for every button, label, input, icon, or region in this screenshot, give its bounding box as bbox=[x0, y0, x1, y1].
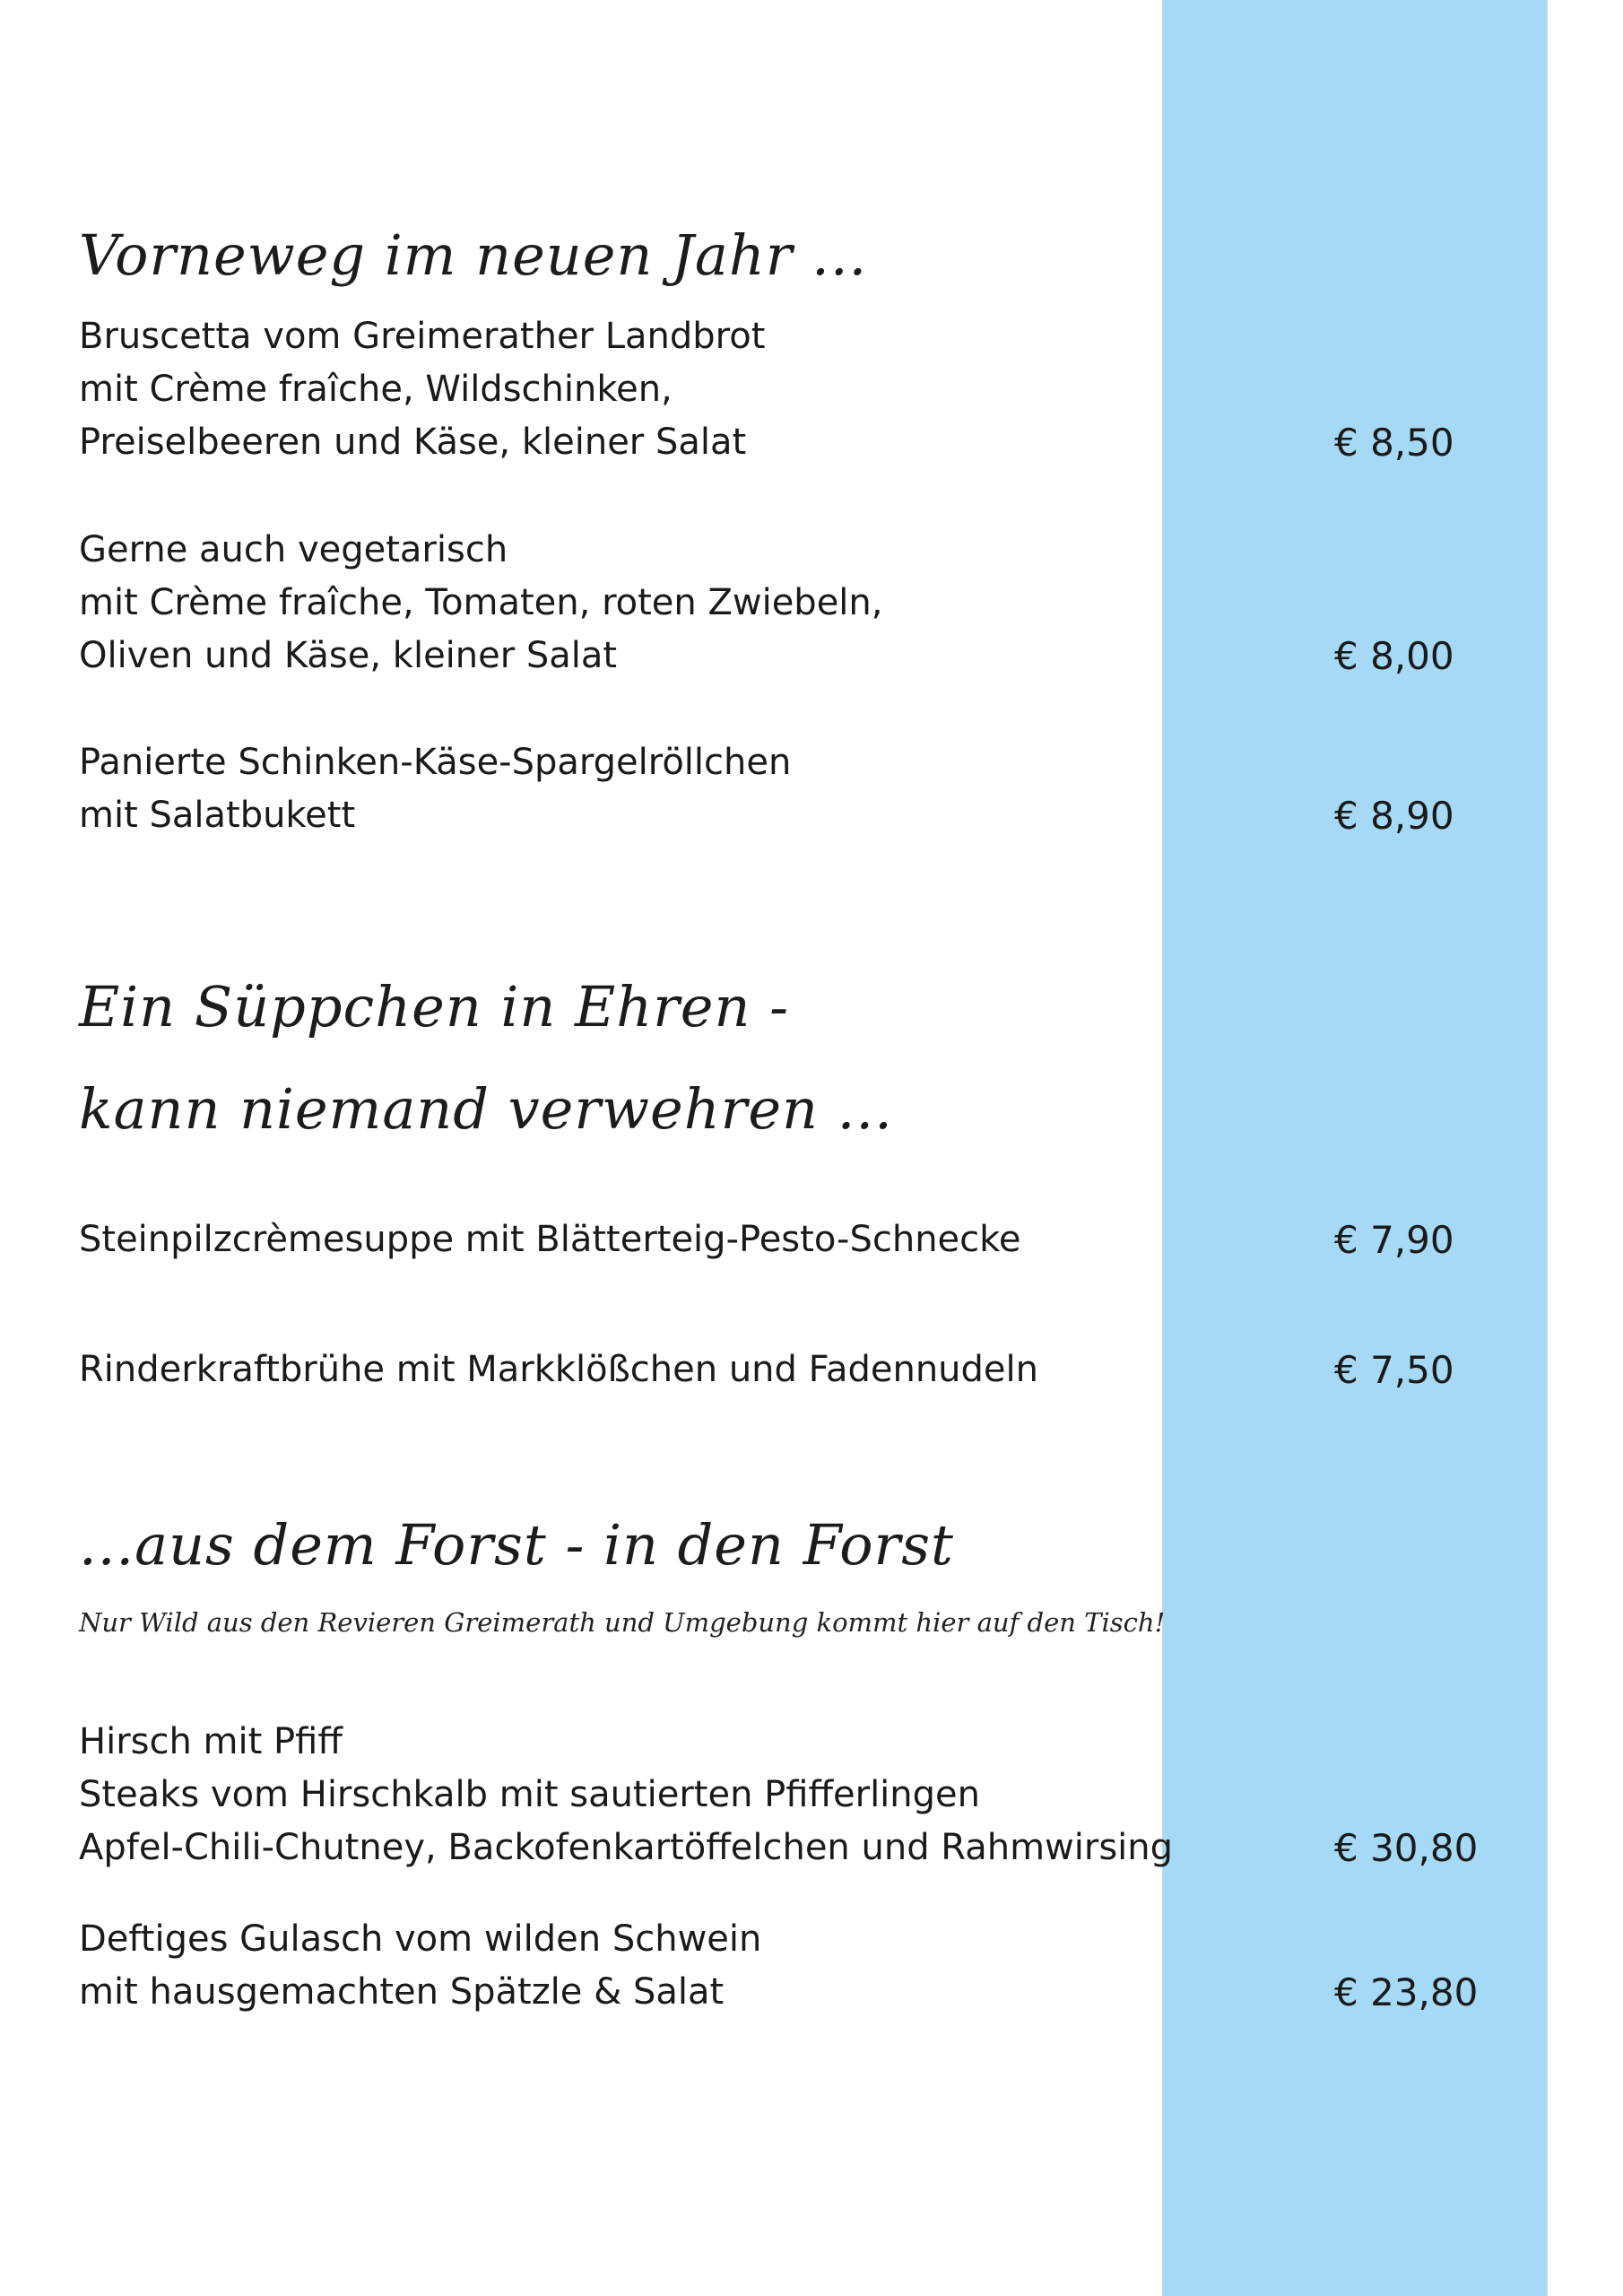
section-title-game: ...aus dem Forst - in den Forst bbox=[79, 1512, 954, 1578]
section-title-soups-line-1: Ein Süppchen in Ehren - bbox=[79, 974, 790, 1039]
item-line: Hirsch mit Pfiff bbox=[79, 1721, 343, 1762]
item-line: Bruscetta vom Greimerather Landbrot bbox=[79, 316, 766, 357]
menu-item-steinpilzsuppe bbox=[79, 1213, 1454, 1266]
item-line: Rinderkraftbrühe mit Markklößchen und Fadennudeln bbox=[79, 1349, 1038, 1390]
item-line: Steaks vom Hirschkalb mit sautierten Pfifferlingen bbox=[79, 1774, 980, 1815]
item-price: € 8,90 bbox=[1334, 794, 1454, 838]
item-price: € 8,00 bbox=[1334, 634, 1454, 678]
item-line: Gerne auch vegetarisch bbox=[79, 529, 508, 570]
menu-item-rinderkraftbruehe bbox=[79, 1344, 1454, 1396]
section-title-soups-line-2: kann niemand verwehren ... bbox=[79, 1076, 893, 1142]
item-price: € 30,80 bbox=[1334, 1826, 1479, 1870]
item-line: mit Crème fraîche, Wildschinken, bbox=[79, 369, 673, 410]
item-line: mit hausgemachten Spätzle & Salat bbox=[79, 1971, 725, 2013]
section-title-starters: Vorneweg im neuen Jahr ... bbox=[79, 222, 868, 288]
item-price: € 8,50 bbox=[1334, 421, 1454, 465]
item-line: mit Salatbukett bbox=[79, 795, 356, 836]
menu-item-bruscetta bbox=[79, 310, 1454, 469]
item-price: € 7,50 bbox=[1334, 1348, 1454, 1392]
item-line: Oliven und Käse, kleiner Salat bbox=[79, 635, 618, 676]
menu-item-hirsch-mit-pfiff bbox=[79, 1716, 1479, 1874]
menu-item-schinken-rollchen bbox=[79, 736, 1454, 842]
section-subtitle-game: Nur Wild aus den Revieren Greimerath und Umgebung kommt hier auf den Tisch! bbox=[79, 1607, 1166, 1638]
item-line: Panierte Schinken-Käse-Spargelröllchen bbox=[79, 742, 792, 783]
item-line: Apfel-Chili-Chutney, Backofenkartöffelchen und Rahmwirsing bbox=[79, 1827, 1174, 1868]
menu-item-wildschwein-gulasch bbox=[79, 1913, 1479, 2019]
item-price: € 23,80 bbox=[1334, 1970, 1479, 2014]
menu-item-vegetarian-bruscetta bbox=[79, 524, 1454, 683]
item-line: Steinpilzcrèmesuppe mit Blätterteig-Pesto-Schnecke bbox=[79, 1219, 1021, 1260]
item-line: mit Crème fraîche, Tomaten, roten Zwiebeln, bbox=[79, 582, 883, 623]
item-line: Preiselbeeren und Käse, kleiner Salat bbox=[79, 422, 747, 463]
item-line: Deftiges Gulasch vom wilden Schwein bbox=[79, 1918, 762, 1960]
item-price: € 7,90 bbox=[1334, 1218, 1454, 1262]
